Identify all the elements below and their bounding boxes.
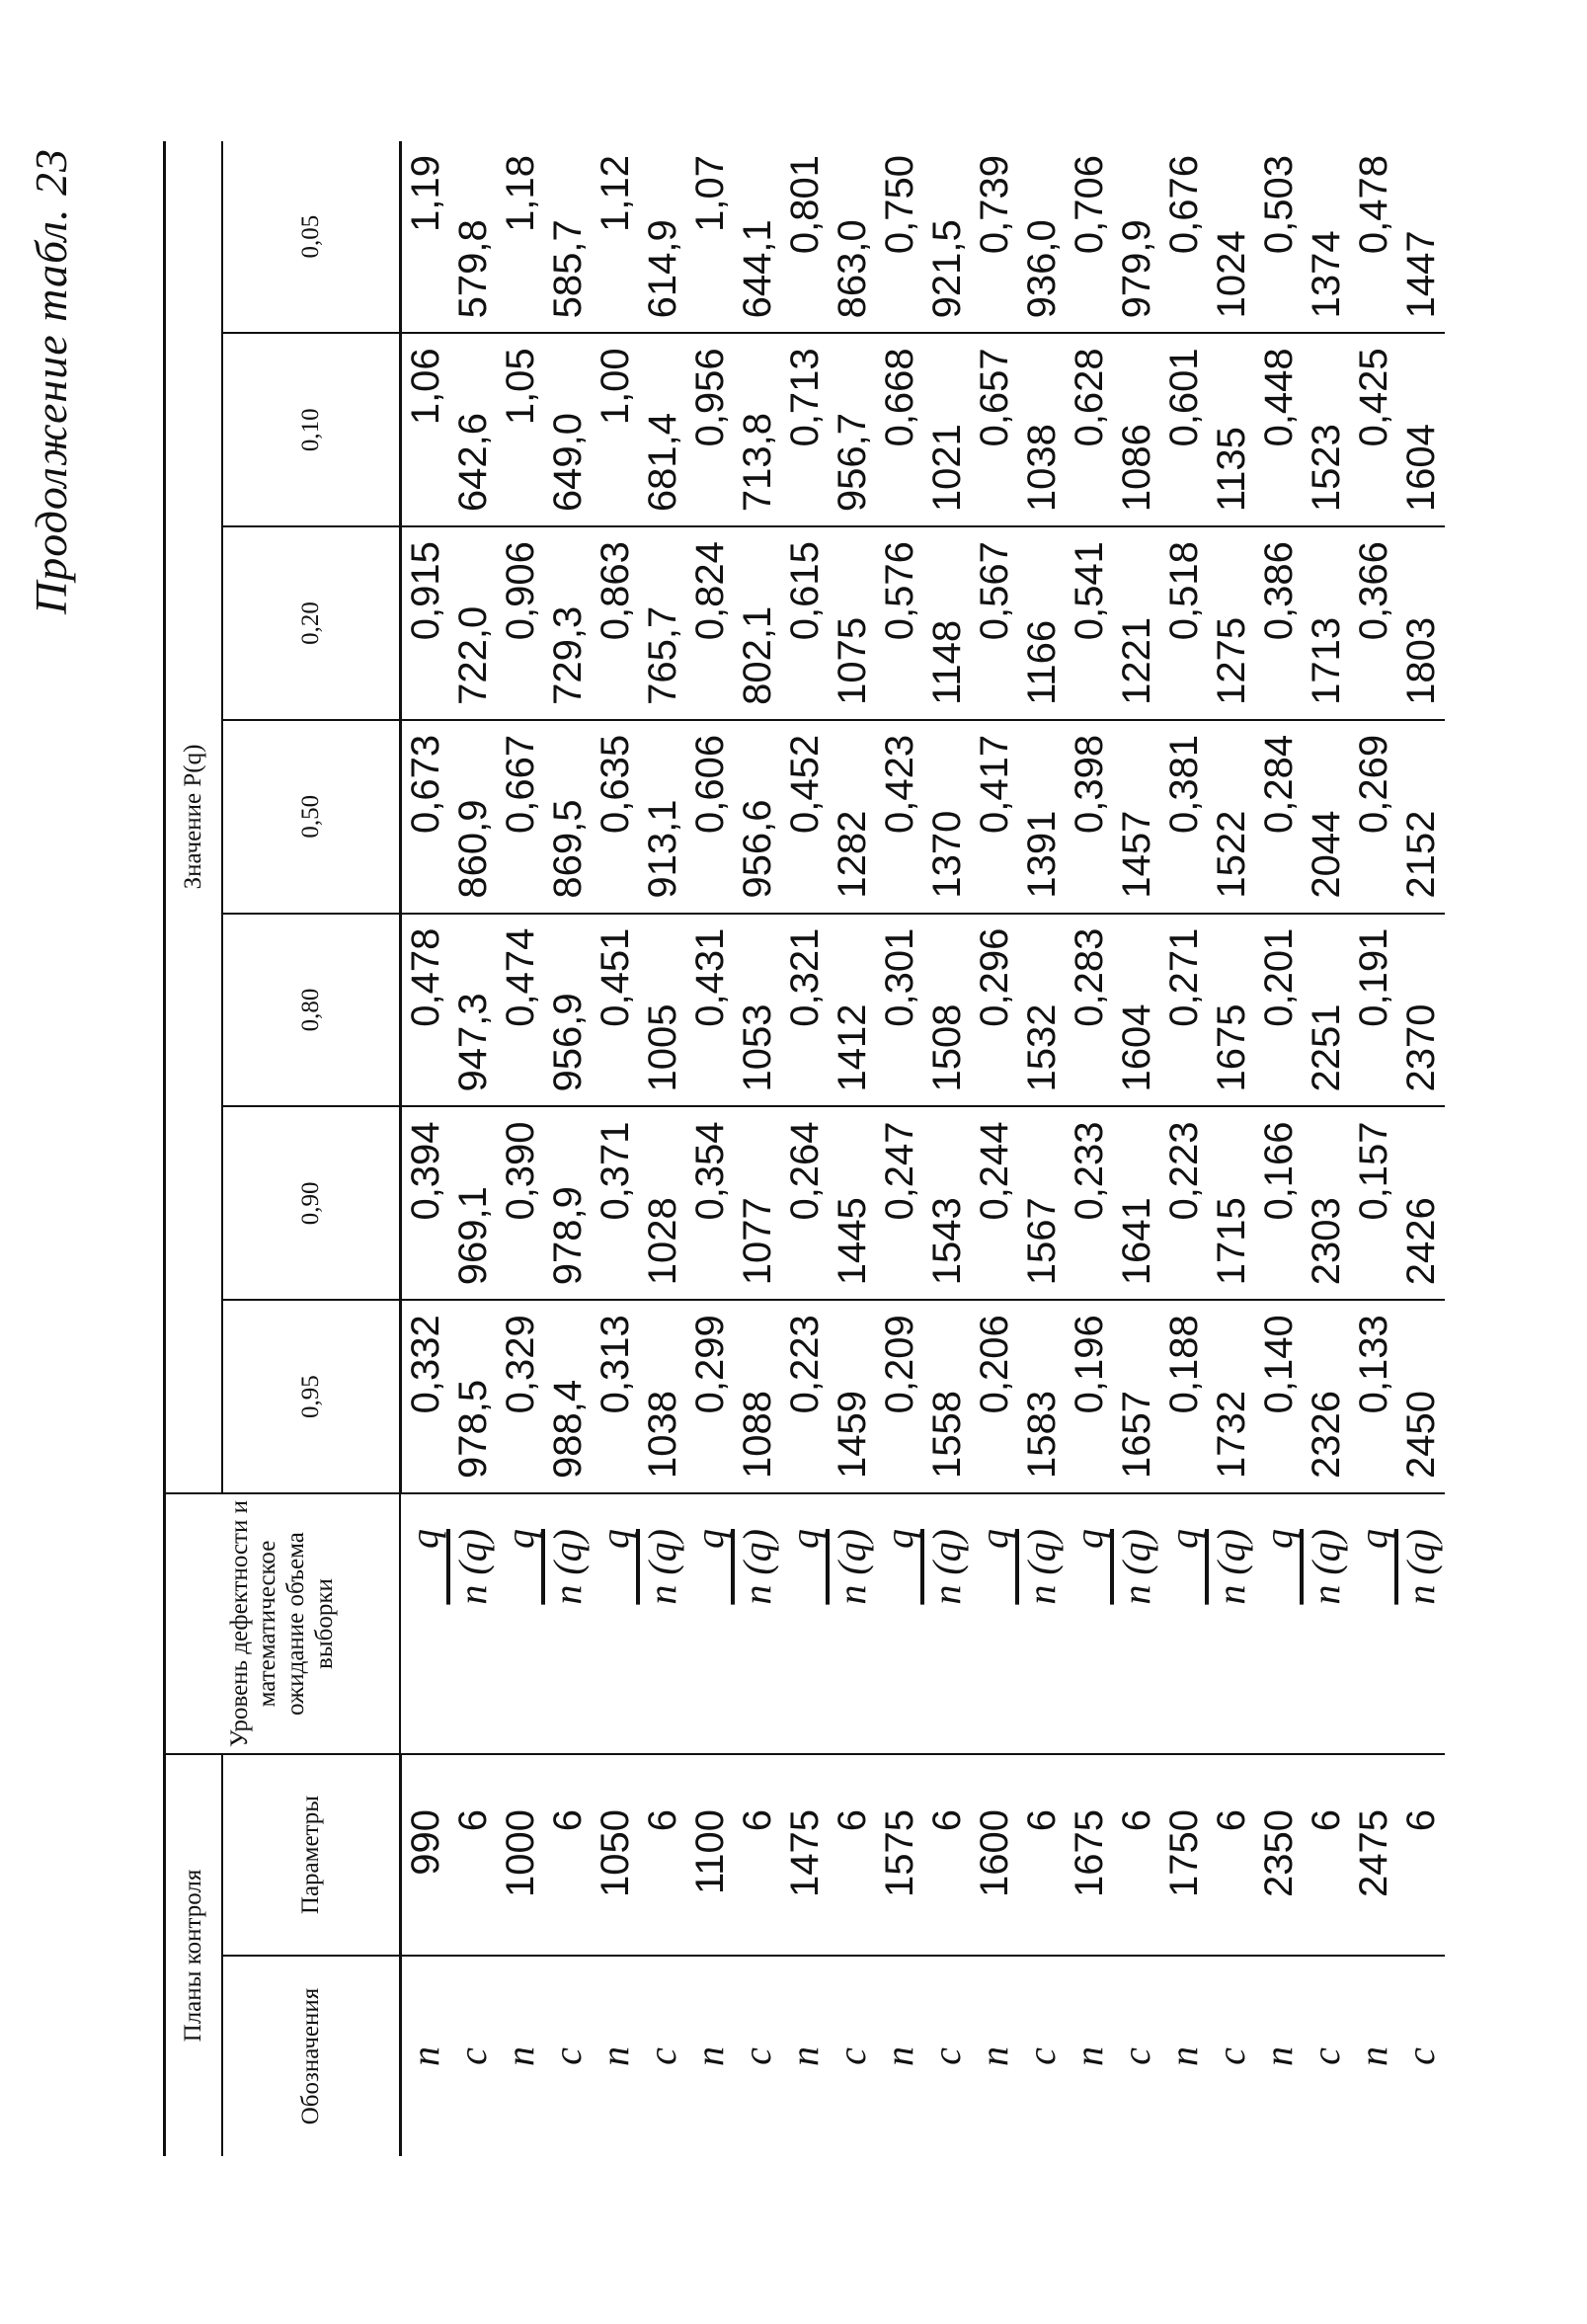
cell-parameter: 1750	[1160, 1754, 1208, 1956]
cell-value: 0,474	[497, 914, 544, 1107]
cell-designation: c	[1018, 2047, 1064, 2065]
cell-value: 614,9	[639, 141, 686, 333]
cell-parameter: 6	[544, 1754, 592, 1956]
cell-level: n (q)	[923, 1493, 971, 1754]
header-p: 0,80	[222, 914, 400, 1107]
cell-value: 0,503	[1255, 141, 1303, 333]
cell-value: 1,12	[592, 141, 639, 333]
cell-value: 0,390	[497, 1106, 544, 1300]
cell-level: q	[781, 1493, 829, 1754]
cell-designation: n	[971, 2046, 1016, 2066]
table-row	[449, 141, 497, 2156]
cell-value: 1053	[734, 914, 781, 1107]
cell-parameter: 6	[1303, 1754, 1350, 1956]
cell-value: 947,3	[449, 914, 497, 1107]
cell-value: 0,366	[1350, 526, 1397, 720]
cell-value: 0,329	[497, 1300, 544, 1493]
cell-value: 0,264	[781, 1106, 829, 1300]
cell-designation: n	[402, 2046, 447, 2066]
cell-value: 860,9	[449, 720, 497, 914]
cell-value: 2152	[1397, 720, 1445, 914]
cell-value: 729,3	[544, 526, 592, 720]
header-designation: Обозначения	[222, 1956, 400, 2156]
cell-value: 2251	[1303, 914, 1350, 1107]
cell-parameter: 6	[829, 1754, 876, 1956]
cell-value: 0,394	[400, 1106, 449, 1300]
cell-value: 0,271	[1160, 914, 1208, 1107]
cell-parameter: 6	[1208, 1754, 1255, 1956]
cell-designation: n	[686, 2046, 732, 2066]
cell-level: q	[400, 1493, 449, 1754]
table-row	[639, 141, 686, 2156]
cell-level: n (q)	[734, 1493, 781, 1754]
cell-level: n (q)	[1113, 1493, 1160, 1754]
cell-value: 0,750	[876, 141, 923, 333]
cell-value: 0,371	[592, 1106, 639, 1300]
cell-value: 0,247	[876, 1106, 923, 1300]
cell-value: 913,1	[639, 720, 686, 914]
table-row	[876, 141, 923, 2156]
cell-value: 1166	[1018, 526, 1066, 720]
cell-value: 0,284	[1255, 720, 1303, 914]
header-p: 0,95	[222, 1300, 400, 1493]
cell-designation: c	[544, 2047, 590, 2065]
cell-value: 1412	[829, 914, 876, 1107]
cell-value: 2426	[1397, 1106, 1445, 1300]
cell-value: 0,417	[971, 720, 1018, 914]
cell-value: 2370	[1397, 914, 1445, 1107]
cell-level: q	[971, 1493, 1018, 1754]
cell-value: 0,425	[1350, 333, 1397, 526]
cell-value: 0,478	[400, 914, 449, 1107]
table-row	[971, 141, 1018, 2156]
cell-value: 642,6	[449, 333, 497, 526]
cell-value: 1604	[1397, 333, 1445, 526]
cell-value: 0,668	[876, 333, 923, 526]
cell-value: 1604	[1113, 914, 1160, 1107]
cell-value: 1221	[1113, 526, 1160, 720]
cell-level: q	[1350, 1493, 1397, 1754]
cell-value: 1282	[829, 720, 876, 914]
cell-value: 585,7	[544, 141, 592, 333]
cell-value: 863,0	[829, 141, 876, 333]
cell-parameter: 6	[1018, 1754, 1066, 1956]
cell-designation: n	[1255, 2046, 1301, 2066]
cell-value: 1447	[1397, 141, 1445, 333]
cell-value: 0,244	[971, 1106, 1018, 1300]
cell-value: 0,133	[1350, 1300, 1397, 1493]
table-row	[686, 141, 734, 2156]
cell-designation: n	[497, 2046, 542, 2066]
cell-value: 1086	[1113, 333, 1160, 526]
cell-value: 1457	[1113, 720, 1160, 914]
cell-value: 1275	[1208, 526, 1255, 720]
cell-value: 1028	[639, 1106, 686, 1300]
cell-value: 0,386	[1255, 526, 1303, 720]
cell-value: 1532	[1018, 914, 1066, 1107]
cell-value: 0,576	[876, 526, 923, 720]
cell-designation: n	[781, 2046, 827, 2066]
cell-value: 1135	[1208, 333, 1255, 526]
cell-value: 0,824	[686, 526, 734, 720]
cell-value: 2326	[1303, 1300, 1350, 1493]
cell-value: 765,7	[639, 526, 686, 720]
cell-value: 0,140	[1255, 1300, 1303, 1493]
cell-designation: c	[639, 2047, 684, 2065]
table-row	[829, 141, 876, 2156]
cell-designation: c	[1397, 2047, 1443, 2065]
cell-value: 1522	[1208, 720, 1255, 914]
cell-parameter: 6	[923, 1754, 971, 1956]
cell-value: 0,628	[1066, 333, 1113, 526]
cell-designation: n	[1350, 2046, 1395, 2066]
cell-level: q	[592, 1493, 639, 1754]
cell-value: 0,615	[781, 526, 829, 720]
cell-value: 1558	[923, 1300, 971, 1493]
cell-value: 1508	[923, 914, 971, 1107]
cell-value: 0,706	[1066, 141, 1113, 333]
acceptance-plans-table	[163, 141, 1445, 2156]
cell-value: 0,157	[1350, 1106, 1397, 1300]
cell-value: 0,299	[686, 1300, 734, 1493]
cell-value: 0,451	[592, 914, 639, 1107]
cell-value: 978,5	[449, 1300, 497, 1493]
cell-value: 0,635	[592, 720, 639, 914]
cell-value: 0,448	[1255, 333, 1303, 526]
cell-value: 0,541	[1066, 526, 1113, 720]
cell-value: 713,8	[734, 333, 781, 526]
cell-designation: n	[1066, 2046, 1111, 2066]
table-row	[923, 141, 971, 2156]
cell-designation: c	[734, 2047, 779, 2065]
cell-value: 0,283	[1066, 914, 1113, 1107]
cell-designation: c	[1208, 2047, 1253, 2065]
cell-value: 1391	[1018, 720, 1066, 914]
cell-value: 1077	[734, 1106, 781, 1300]
cell-value: 1370	[923, 720, 971, 914]
cell-parameter: 6	[449, 1754, 497, 1956]
header-p: 0,10	[222, 333, 400, 526]
cell-value: 1732	[1208, 1300, 1255, 1493]
cell-level: q	[1160, 1493, 1208, 1754]
cell-value: 0,676	[1160, 141, 1208, 333]
cell-value: 0,196	[1066, 1300, 1113, 1493]
cell-designation: c	[923, 2047, 969, 2065]
cell-value: 0,423	[876, 720, 923, 914]
table-row	[1303, 141, 1350, 2156]
header-p: 0,50	[222, 720, 400, 914]
cell-designation: c	[449, 2047, 495, 2065]
cell-value: 978,9	[544, 1106, 592, 1300]
cell-value: 0,188	[1160, 1300, 1208, 1493]
cell-value: 1583	[1018, 1300, 1066, 1493]
cell-level: n (q)	[1018, 1493, 1066, 1754]
cell-value: 1024	[1208, 141, 1255, 333]
cell-value: 956,6	[734, 720, 781, 914]
cell-value: 2303	[1303, 1106, 1350, 1300]
cell-value: 1021	[923, 333, 971, 526]
cell-value: 0,713	[781, 333, 829, 526]
cell-level: q	[686, 1493, 734, 1754]
cell-value: 969,1	[449, 1106, 497, 1300]
table-row	[497, 141, 544, 2156]
cell-value: 0,431	[686, 914, 734, 1107]
cell-value: 0,398	[1066, 720, 1113, 914]
cell-value: 0,452	[781, 720, 829, 914]
cell-value: 1,19	[400, 141, 449, 333]
cell-value: 0,166	[1255, 1106, 1303, 1300]
cell-parameter: 990	[400, 1754, 449, 1956]
cell-value: 1523	[1303, 333, 1350, 526]
cell-value: 936,0	[1018, 141, 1066, 333]
cell-level: n (q)	[1397, 1493, 1445, 1754]
cell-value: 1715	[1208, 1106, 1255, 1300]
table-row	[1208, 141, 1255, 2156]
cell-value: 0,354	[686, 1106, 734, 1300]
header-group-values: Значение P(q)	[165, 141, 223, 1493]
table-row	[1397, 141, 1445, 2156]
cell-level: n (q)	[1208, 1493, 1255, 1754]
cell-designation: c	[829, 2047, 874, 2065]
cell-parameter: 1475	[781, 1754, 829, 1956]
cell-value: 869,5	[544, 720, 592, 914]
cell-level: n (q)	[449, 1493, 497, 1754]
cell-value: 0,269	[1350, 720, 1397, 914]
cell-parameter: 1675	[1066, 1754, 1113, 1956]
cell-designation: n	[1160, 2046, 1206, 2066]
cell-value: 0,478	[1350, 141, 1397, 333]
cell-parameter: 6	[1113, 1754, 1160, 1956]
table-row	[734, 141, 781, 2156]
table-row	[781, 141, 829, 2156]
cell-level: n (q)	[1303, 1493, 1350, 1754]
cell-level: q	[876, 1493, 923, 1754]
cell-value: 1038	[639, 1300, 686, 1493]
cell-value: 1005	[639, 914, 686, 1107]
cell-value: 956,7	[829, 333, 876, 526]
cell-value: 802,1	[734, 526, 781, 720]
cell-value: 1148	[923, 526, 971, 720]
cell-value: 0,191	[1350, 914, 1397, 1107]
header-level: Уровень дефектности и математическое ожидание объема выборки	[165, 1493, 401, 1754]
cell-value: 0,201	[1255, 914, 1303, 1107]
table-row	[1350, 141, 1397, 2156]
table-row	[1066, 141, 1113, 2156]
cell-parameter: 1575	[876, 1754, 923, 1956]
cell-value: 0,206	[971, 1300, 1018, 1493]
cell-value: 979,9	[1113, 141, 1160, 333]
table-row	[1160, 141, 1208, 2156]
table-body	[400, 141, 1445, 2156]
cell-value: 0,915	[400, 526, 449, 720]
cell-value: 0,209	[876, 1300, 923, 1493]
cell-value: 1641	[1113, 1106, 1160, 1300]
cell-parameter: 1100	[686, 1754, 734, 1956]
cell-value: 0,223	[1160, 1106, 1208, 1300]
cell-value: 0,606	[686, 720, 734, 914]
cell-value: 1657	[1113, 1300, 1160, 1493]
cell-value: 0,956	[686, 333, 734, 526]
cell-value: 921,5	[923, 141, 971, 333]
cell-value: 0,863	[592, 526, 639, 720]
cell-value: 0,906	[497, 526, 544, 720]
cell-value: 1,00	[592, 333, 639, 526]
cell-value: 0,321	[781, 914, 829, 1107]
cell-value: 681,4	[639, 333, 686, 526]
header-p: 0,90	[222, 1106, 400, 1300]
cell-level: n (q)	[829, 1493, 876, 1754]
cell-value: 1713	[1303, 526, 1350, 720]
cell-value: 0,223	[781, 1300, 829, 1493]
cell-value: 0,381	[1160, 720, 1208, 914]
cell-designation: n	[592, 2046, 637, 2066]
cell-value: 0,233	[1066, 1106, 1113, 1300]
cell-value: 1374	[1303, 141, 1350, 333]
cell-value: 579,8	[449, 141, 497, 333]
cell-value: 1088	[734, 1300, 781, 1493]
table-row	[400, 141, 449, 2156]
cell-level: n (q)	[639, 1493, 686, 1754]
cell-value: 0,518	[1160, 526, 1208, 720]
table-row	[592, 141, 639, 2156]
cell-level: q	[1066, 1493, 1113, 1754]
cell-designation: c	[1113, 2047, 1158, 2065]
cell-value: 0,332	[400, 1300, 449, 1493]
cell-value: 988,4	[544, 1300, 592, 1493]
cell-parameter: 1000	[497, 1754, 544, 1956]
cell-value: 1,07	[686, 141, 734, 333]
cell-parameter: 2350	[1255, 1754, 1303, 1956]
header-p: 0,05	[222, 141, 400, 333]
cell-value: 0,296	[971, 914, 1018, 1107]
cell-value: 1543	[923, 1106, 971, 1300]
cell-value: 0,667	[497, 720, 544, 914]
cell-value: 1675	[1208, 914, 1255, 1107]
cell-parameter: 6	[734, 1754, 781, 1956]
cell-value: 0,301	[876, 914, 923, 1107]
cell-value: 1,06	[400, 333, 449, 526]
table-row	[1018, 141, 1066, 2156]
cell-value: 1,05	[497, 333, 544, 526]
cell-value: 722,0	[449, 526, 497, 720]
cell-value: 2450	[1397, 1300, 1445, 1493]
cell-value: 0,801	[781, 141, 829, 333]
table-row	[1113, 141, 1160, 2156]
cell-value: 1567	[1018, 1106, 1066, 1300]
header-group-plans: Планы контроля	[165, 1754, 223, 2156]
cell-parameter: 6	[639, 1754, 686, 1956]
cell-value: 0,673	[400, 720, 449, 914]
table-row	[1255, 141, 1303, 2156]
cell-value: 0,567	[971, 526, 1018, 720]
cell-parameter: 1600	[971, 1754, 1018, 1956]
cell-value: 649,0	[544, 333, 592, 526]
cell-value: 1075	[829, 526, 876, 720]
cell-parameter: 2475	[1350, 1754, 1397, 1956]
cell-value: 1803	[1397, 526, 1445, 720]
cell-value: 1445	[829, 1106, 876, 1300]
cell-value: 1,18	[497, 141, 544, 333]
cell-value: 644,1	[734, 141, 781, 333]
cell-value: 2044	[1303, 720, 1350, 914]
cell-level: q	[497, 1493, 544, 1754]
header-p: 0,20	[222, 526, 400, 720]
cell-value: 956,9	[544, 914, 592, 1107]
cell-value: 0,739	[971, 141, 1018, 333]
table-caption: Продолжение табл. 23	[26, 148, 76, 614]
cell-value: 0,657	[971, 333, 1018, 526]
cell-value: 1459	[829, 1300, 876, 1493]
cell-value: 0,601	[1160, 333, 1208, 526]
cell-level: q	[1255, 1493, 1303, 1754]
table-row	[544, 141, 592, 2156]
cell-parameter: 6	[1397, 1754, 1445, 1956]
cell-designation: c	[1303, 2047, 1348, 2065]
cell-designation: n	[876, 2046, 921, 2066]
cell-parameter: 1050	[592, 1754, 639, 1956]
header-parameters: Параметры	[222, 1754, 400, 1956]
cell-level: n (q)	[544, 1493, 592, 1754]
cell-value: 0,313	[592, 1300, 639, 1493]
cell-value: 1038	[1018, 333, 1066, 526]
